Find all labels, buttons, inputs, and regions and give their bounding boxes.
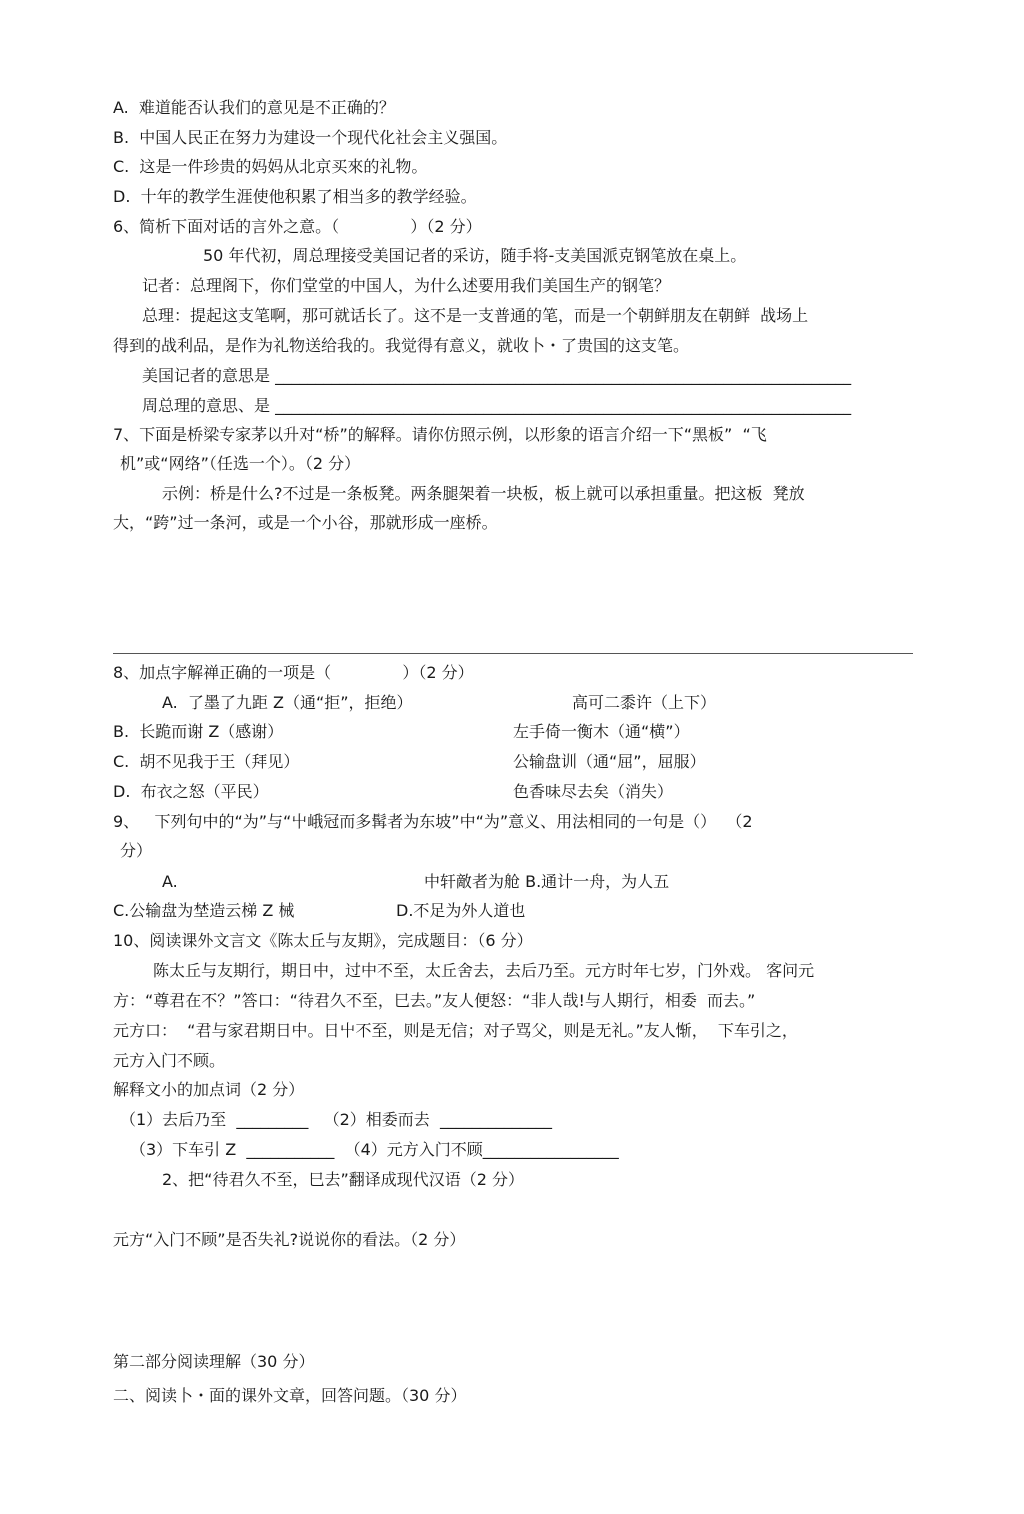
q10-sub2: 2、把“待君久不至，巳去”翻译成现代汉语（2 分） (162, 1170, 525, 1189)
q5-option-d: D. 十年的教学生涯使他积累了相当多的教学经验。 (113, 187, 477, 206)
q6-premier-line1: 总理：提起这支笔啊，那可就话长了。这不是一支普通的笔，而是一个朝鲜朋友在朝鲜 战场上 (142, 306, 809, 325)
q6-answer-premier: 周总理的意思、是 ________________________________________________________________________ (142, 396, 852, 415)
q8-option-c-right: 公输盘训（通“屈”，屈服） (513, 752, 706, 771)
q6-title: 6、简析下面对话的言外之意。（ ）（2 分） (113, 217, 482, 236)
q6-answer-reporter: 美国记者的意思是 ________________________________________________________________________ (142, 366, 852, 385)
q10-sub1-row1: （1）去后乃至 _________ （2）相委而去 ______________ (120, 1110, 552, 1129)
q7-example-line2: 大，“跨”过一条河，或是一个小谷，那就形成一座桥。 (113, 513, 498, 532)
q8-title: 8、加点字解禅正确的一项是（ ）（2 分） (113, 663, 474, 682)
q8-option-d-left: D. 布衣之怒（平民） (113, 782, 269, 801)
q10-title: 10、阅读课外文言文《陈太丘与友期》，完成题目：（6 分） (113, 931, 533, 950)
q8-option-c-left: C. 胡不见我于王（拜见） (113, 752, 300, 771)
q9-option-a: A. (162, 872, 178, 891)
q8-option-b-right: 左手倚一衡木（通“横”） (513, 722, 690, 741)
q10-text-line4: 元方入门不顾。 (113, 1051, 226, 1070)
q9-option-a-b: 中轩敵者为舱 B.通计一舟，为人五 (424, 872, 670, 891)
q8-option-d-right: 色香味尽去矣（消失） (513, 782, 674, 801)
q10-text-line2: 方：“尊君在不？”答口：“待君久不至，巳去。”友人便怒：“非人哉!与人期行，相委 而去。” (113, 991, 756, 1010)
q6-premier-line2: 得到的战利品，是作为礼物送给我的。我觉得有意义，就收卜・了贵国的这支笔。 (113, 336, 690, 355)
q10-sub1-row2: （3）下车引 Z ___________ （4）元方入门不顾_________________ (130, 1140, 619, 1159)
q10-sub1-title: 解释文小的加点词（2 分） (113, 1080, 305, 1099)
q8-option-a-left: A. 了墨了九距 Z（通“拒”，拒绝） (162, 693, 413, 712)
answer-divider (113, 653, 913, 654)
q8-option-b-left: B. 长跪而谢 Z（感谢） (113, 722, 284, 741)
q5-option-c: C. 这是一件珍贵的妈妈从北京买來的礼物。 (113, 157, 428, 176)
q9-title-line1: 9、 下列句中的“为”与“屮峨冠而多髯者为东坡”中“为”意义、用法相同的一句是（） （2 (113, 812, 753, 831)
q7-title-line1: 7、下面是桥梁专家茅以升对“桥”的解释。请你仿照示例，以形象的语言介绍一下“黑板” “飞 (113, 425, 767, 444)
q7-example-line1: 示例：桥是什么?不过是一条板凳。两条腿架着一块板，板上就可以承担重量。把这板 凳放 (162, 484, 805, 503)
q5-option-a: A. 难道能否认我们的意见是不正确的？ (113, 98, 395, 117)
q9-option-d: D.不足为外人道也 (396, 901, 526, 920)
q6-reporter: 记者：总理阁下，你们堂堂的中国人，为什么述要用我们美国生产的钢笔？ (142, 276, 671, 295)
q8-option-a-right: 高可二黍许（上下） (572, 693, 717, 712)
q7-title-line2: 机”或“网络”（任选一个）。（2 分） (120, 454, 361, 473)
q10-text-line1: 陈太丘与友期行，期日中，过中不至，太丘舍去，去后乃至。元方时年七岁，门外戏。 客问元 (153, 961, 815, 980)
q6-intro: 50 年代初，周总理接受美国记者的采访，随手将-支美国派克钢笔放在桌上。 (203, 246, 747, 265)
part2-title: 第二部分阅读理解（30 分） (113, 1352, 315, 1371)
part2-question-title: 二、阅读卜・面的课外文章，回答问题。（30 分） (113, 1386, 467, 1405)
q9-title-line2: 分） (120, 841, 153, 860)
q9-option-c: C.公输盘为埜造云梯 Z 械 (113, 901, 295, 920)
q10-sub3: 元方“入门不顾”是否失礼?说说你的看法。（2 分） (113, 1230, 466, 1249)
q10-text-line3: 元方口： “君与家君期日中。日屮不至，则是无信；对子骂父，则是无礼。”友人惭， 下车引之， (113, 1021, 798, 1040)
q5-option-b: B. 中国人民正在努力为建设一个现代化社会主义强国。 (113, 128, 508, 147)
